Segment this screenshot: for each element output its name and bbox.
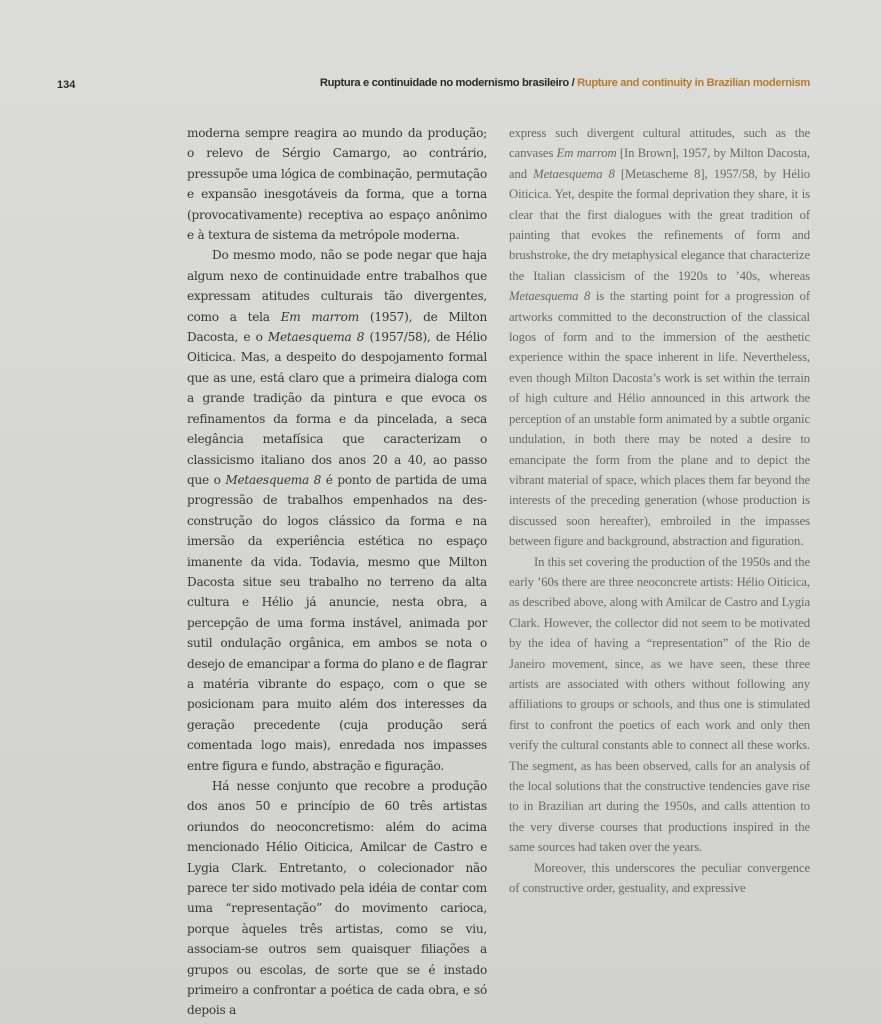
en-p1-text-a: express such divergent cultural attitudes, such as the canvases: [509, 126, 810, 161]
running-header: [320, 77, 810, 89]
en-paragraph-3: Moreover, this underscores the peculiar convergence of constructive order, gestuality, and expressive: [509, 860, 810, 896]
pt-paragraph-3: Há nesse conjunto que recobre a produção dos anos 50 e princípio de 60 três artistas oriundos do neoconcretismo: além do acima mencionado Hélio Oiticica, Amilcar de Castro e Lygia Clark. Entretanto, o colecionador não parece ter sido motivado pela idéia de contar com uma “representação” do movimento carioca, porque àqueles três artistas, como se viu, associam-se outros sem quaisquer filiações a grupos ou escolas, de sorte que se é instado primeiro a confrontar a poética de cada obra, e só depois a: [187, 779, 487, 1018]
running-title-separator: /: [568, 77, 578, 89]
pt-p2-artwork-title-2: Metaesquema 8: [267, 330, 365, 345]
running-title-portuguese: Ruptura e continuidade no modernismo brasileiro: [319, 77, 569, 89]
en-p1-artwork-title-3: Metaesquema 8: [509, 289, 591, 304]
running-title-english: Rupture and continuity in Brazilian modernism: [577, 77, 810, 89]
en-paragraph-2: In this set covering the production of the 1950s and the early ’60s there are three neoconcrete artists: Hélio Oiticica, as described above, along with Amilcar de Castro and Lygia Clark. However, the collector did not seem to be motivated by the idea of having a “representation” of the Rio de Janeiro movement, since, as we have seen, these three artists are associated with others without following any affiliations to groups or schools, and thus one is stimulated first to confront the poetics of each work and only then verify the cultural constants able to connect all these works. The segment, as has been observed, calls for an analysis of the local solutions that the constructive tendencies gave rise to in Brazilian art during the 1950s, and calls attention to the very diverse courses that productions inspired in the same sources had taken over the years.: [509, 554, 810, 855]
pt-p2-text-a: Do mesmo modo, não se pode negar que haja algum nexo de continuidade entre trabalhos que expressam atitudes culturais tão divergentes, como a tela: [187, 248, 487, 324]
en-p1-text-c: [Metascheme 8], 1957/58, by Hélio Oiticica. Yet, despite the formal deprivation they share, it is clear that the first dialogues with the great tradition of painting that evokes the refinements of form and brushstroke, the dry metaphysical elegance that characterize the Italian classicism of the 1920s to ’40s, whereas: [509, 166, 810, 283]
english-text-column: [509, 123, 810, 898]
en-p1-artwork-title-2: Metaesquema 8: [533, 166, 615, 181]
page-number: 134: [57, 79, 76, 91]
pt-paragraph-2: [187, 245, 487, 776]
en-p1-artwork-title-1: Em marrom: [556, 146, 617, 161]
pt-p2-artwork-title-3: Metaesquema 8: [225, 472, 322, 487]
pt-p2-text-c: (1957/58), de Hélio Oiticica. Mas, a despeito do despojamento formal que as une, está claro que a primeira dialoga com a grande tradição da pintura e que evoca os refinamentos da forma e da pincelada, a seca elegância metafísica que caracterizam o classicismo italiano dos anos 20 a 40, ao passo que o: [187, 330, 487, 487]
pt-p2-text-b: (1957), de Milton Dacosta, e o: [187, 309, 487, 345]
en-p1-text-d: is the starting point for a progression of artworks committed to the deconstruction of the classical logos of form and to the immersion of the aesthetic experience within the space inherent in life. Nevertheless, even though Milton Dacosta’s work is set within the terrain of high culture and Hélio announced in this artwork the perception of an unstable form animated by a subtle organic undulation, in both there may be noted a desire to emancipate the form from the plane and to depict the vibrant material of space, which places them far beyond the interests of the preceding generation (whose production is discussed soon hereafter), embroiled in the impasses between figure and background, abstraction and figuration.: [509, 289, 810, 549]
en-p1-text-b: [In Brown], 1957, by Milton Dacosta, and: [509, 146, 810, 181]
pt-paragraph-1: moderna sempre reagira ao mundo da produção; o relevo de Sérgio Camargo, ao contrário, pressupõe uma lógica de combinação, permutação e expansão inesgotáveis da forma, que a torna (provocativamente) receptiva ao espaço anônimo e à textura de sistema da metrópole moderna.: [187, 126, 487, 243]
en-paragraph-1: [509, 123, 810, 552]
pt-p2-text-d: é ponto de partida de uma progressão de trabalhos empenhados na desconstrução do logos clássico da forma e na imersão da experiência estética no espaço imanente da vida. Todavia, mesmo que Milton Dacosta situe seu trabalho no terreno da alta cultura e Hélio já anuncie, nesta obra, a percepção de uma forma instável, animada por sutil ondulação orgânica, em ambos se nota o desejo de emancipar a forma do plano e de flagrar a matéria vibrante do espaço, com o que se posicionam para muito além dos interesses da geração precedente (cuja produção será comentada logo mais), enredada nos impasses entre figura e fundo, abstração e figuração.: [187, 472, 487, 773]
portuguese-text-column: [187, 123, 487, 1021]
pt-p2-artwork-title-1: Em marrom: [280, 309, 359, 324]
